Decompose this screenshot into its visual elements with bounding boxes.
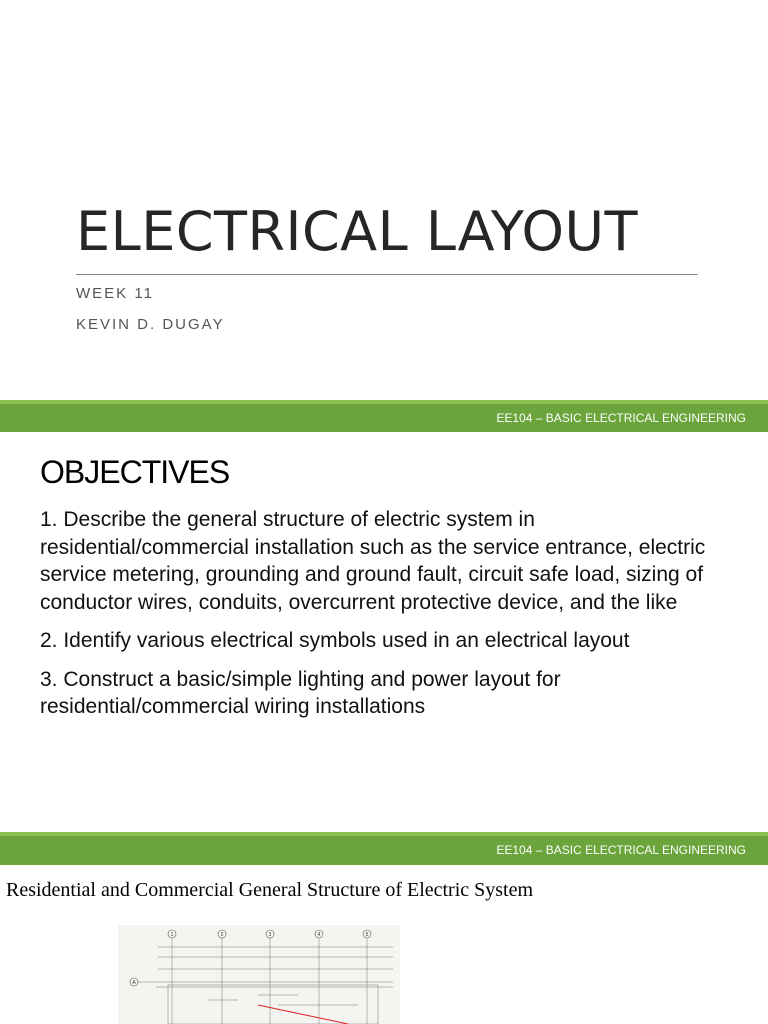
slide-footer-bar (0, 400, 768, 433)
objectives-list (40, 506, 740, 732)
subtitle-week: WEEK 11 (76, 285, 154, 302)
objectives-heading: OBJECTIVES (40, 454, 230, 490)
title-slide (0, 0, 768, 400)
floor-plan-drawing (118, 925, 400, 1024)
subtitle-author: KEVIN D. DUGAY (76, 316, 225, 333)
grid-bubble (363, 930, 371, 938)
svg-text:4: 4 (317, 932, 321, 938)
title-divider (76, 274, 698, 275)
structure-heading: Residential and Commercial General Structure of Electric System (6, 879, 534, 901)
list-item: 3. Construct a basic/simple lighting and power layout for residential/commercial wiring installations (40, 667, 561, 718)
grid-bubble (315, 930, 323, 938)
grid-bubble (218, 930, 226, 938)
svg-text:A: A (132, 980, 136, 986)
footer-course-label: EE104 – BASIC ELECTRICAL ENGINEERING (496, 843, 746, 857)
list-item: 2. Identify various electrical symbols used in an electrical layout (40, 629, 630, 652)
footer-course-label: EE104 – BASIC ELECTRICAL ENGINEERING (496, 411, 746, 425)
slide-footer-bar (0, 832, 768, 865)
slide-title: ELECTRICAL LAYOUT (76, 200, 638, 263)
floor-plan-diagram (118, 925, 400, 1024)
svg-text:3: 3 (268, 932, 272, 938)
grid-bubble (130, 978, 138, 986)
grid-bubble (168, 930, 176, 938)
svg-text:2: 2 (220, 932, 224, 938)
objectives-slide (0, 432, 768, 832)
grid-bubble (266, 930, 274, 938)
svg-text:1: 1 (170, 932, 174, 938)
svg-text:5: 5 (365, 932, 369, 938)
list-item: 1. Describe the general structure of electric system in residential/commercial installation such as the service entrance, electric service metering, grounding and ground fault, circuit safe load, sizing of conductor wires, conduits, overcurrent protective device, and the like (40, 508, 706, 614)
structure-slide (0, 865, 768, 1024)
